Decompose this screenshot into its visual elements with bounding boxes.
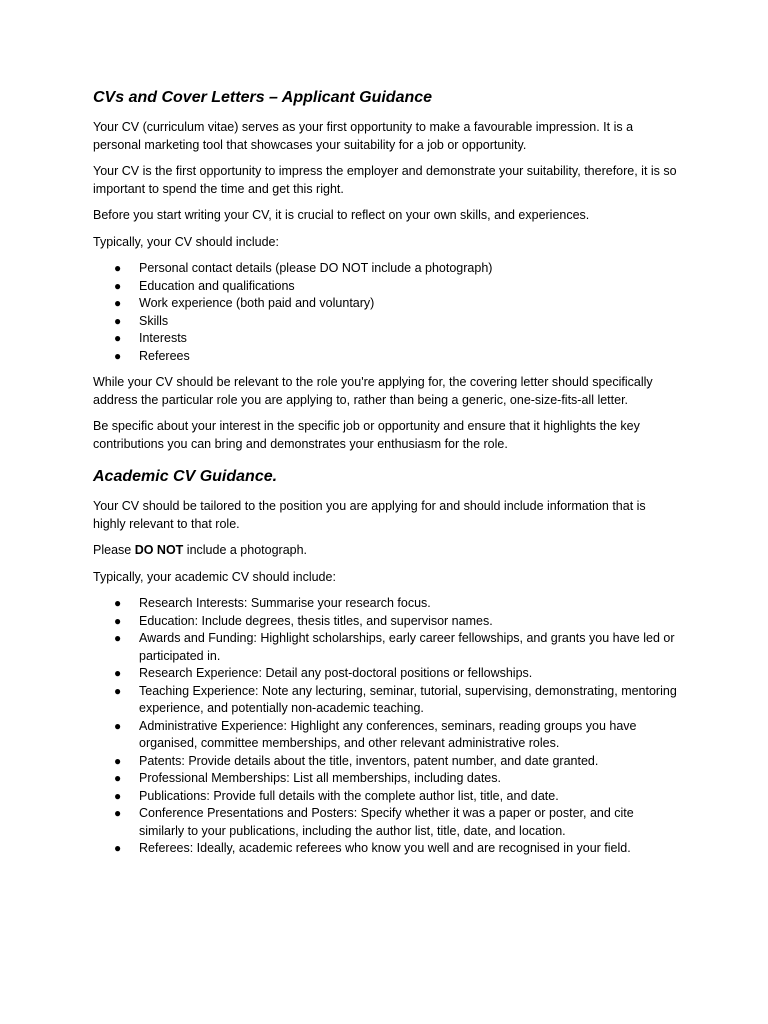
cover-paragraph-1: While your CV should be relevant to the role you're applying for, the covering letter should specifically address the particular role you are applying to, rather than being a generic, one-size-fits-all letter. xyxy=(93,375,653,407)
cv-items-list xyxy=(93,260,678,365)
list-item: ● Conference Presentations and Posters: Specify whether it was a paper or poster, and cite similarly to your publications, including the author list, title, date, and location. xyxy=(114,806,634,838)
list-item: ● Referees: Ideally, academic referees who know you well and are recognised in your field. xyxy=(93,840,678,858)
bullet-icon: ● xyxy=(114,718,122,733)
intro-paragraph-2: Your CV is the first opportunity to impress the employer and demonstrate your suitability, therefore, it is so important to spend the time and get this right. xyxy=(93,164,677,196)
bullet-icon: ● xyxy=(114,261,122,275)
document-page xyxy=(93,88,678,867)
bullet-icon: ● xyxy=(114,331,122,345)
list-item: ● Awards and Funding: Highlight scholarships, early career fellowships, and grants you have led or participated in. xyxy=(114,631,675,663)
bullet-icon: ● xyxy=(114,596,122,610)
bullet-icon: ● xyxy=(114,841,122,855)
list-item: ● Referees xyxy=(93,348,678,366)
bullet-icon: ● xyxy=(114,348,122,363)
cover-paragraph-2: Be specific about your interest in the specific job or opportunity and ensure that it highlights the key contributions you can bring and demonstrates your enthusiasm for the role. xyxy=(93,419,640,451)
bullet-icon: ● xyxy=(114,753,122,768)
bullet-icon: ● xyxy=(114,771,122,785)
academic-lead-paragraph: Typically, your academic CV should include: xyxy=(93,569,336,584)
intro-paragraph-1: Your CV (curriculum vitae) serves as your first opportunity to make a favourable impression. It is a personal marketing tool that showcases your suitability for a job or opportunity. xyxy=(93,120,634,152)
academic-items-list xyxy=(93,595,678,858)
bullet-icon: ● xyxy=(114,788,122,803)
bullet-icon: ● xyxy=(114,313,122,328)
bullet-icon: ● xyxy=(114,278,122,293)
bullet-icon: ● xyxy=(114,683,122,698)
list-item: ● Work experience (both paid and voluntary) xyxy=(93,295,678,313)
list-item: ● Research Experience: Detail any post-doctoral positions or fellowships. xyxy=(93,665,678,683)
list-item: ● Publications: Provide full details with the complete author list, title, and date. xyxy=(93,788,678,806)
bullet-icon: ● xyxy=(114,613,122,628)
list-item: ● Administrative Experience: Highlight any conferences, seminars, reading groups you have organised, committee memberships, and other relevant administrative roles. xyxy=(114,718,637,750)
list-item: ● Patents: Provide details about the title, inventors, patent number, and date granted. xyxy=(93,753,678,771)
list-item: ● Interests xyxy=(93,330,678,348)
photo-note-paragraph xyxy=(93,542,678,560)
bullet-icon: ● xyxy=(114,806,122,820)
bullet-icon: ● xyxy=(114,296,122,310)
list-item: ● Personal contact details (please DO NOT include a photograph) xyxy=(93,260,678,278)
intro-paragraph-3: Before you start writing your CV, it is crucial to reflect on your own skills, and experiences. xyxy=(93,208,590,222)
section-heading-academic: Academic CV Guidance. xyxy=(93,468,278,485)
photo-note-prefix: Please xyxy=(93,543,135,557)
list-item: ● Teaching Experience: Note any lecturing, seminar, tutorial, supervising, demonstrating, mentoring experience, and potentially non-academic teaching. xyxy=(114,683,677,715)
academic-intro-paragraph: Your CV should be tailored to the position you are applying for and should include information that is highly relevant to that role. xyxy=(93,499,646,531)
list-item: ● Education and qualifications xyxy=(93,278,678,296)
list-item: ● Education: Include degrees, thesis titles, and supervisor names. xyxy=(93,613,678,631)
intro-paragraph-4: Typically, your CV should include: xyxy=(93,234,279,249)
list-item: ● Professional Memberships: List all memberships, including dates. xyxy=(93,770,678,788)
photo-note-suffix: include a photograph. xyxy=(183,543,308,557)
page-title: CVs and Cover Letters – Applicant Guidance xyxy=(93,89,433,106)
photo-note-emphasis: DO NOT xyxy=(134,543,184,557)
list-item: ● Research Interests: Summarise your research focus. xyxy=(93,595,678,613)
list-item: ● Skills xyxy=(93,313,678,331)
bullet-icon: ● xyxy=(114,666,122,680)
bullet-icon: ● xyxy=(114,631,122,645)
